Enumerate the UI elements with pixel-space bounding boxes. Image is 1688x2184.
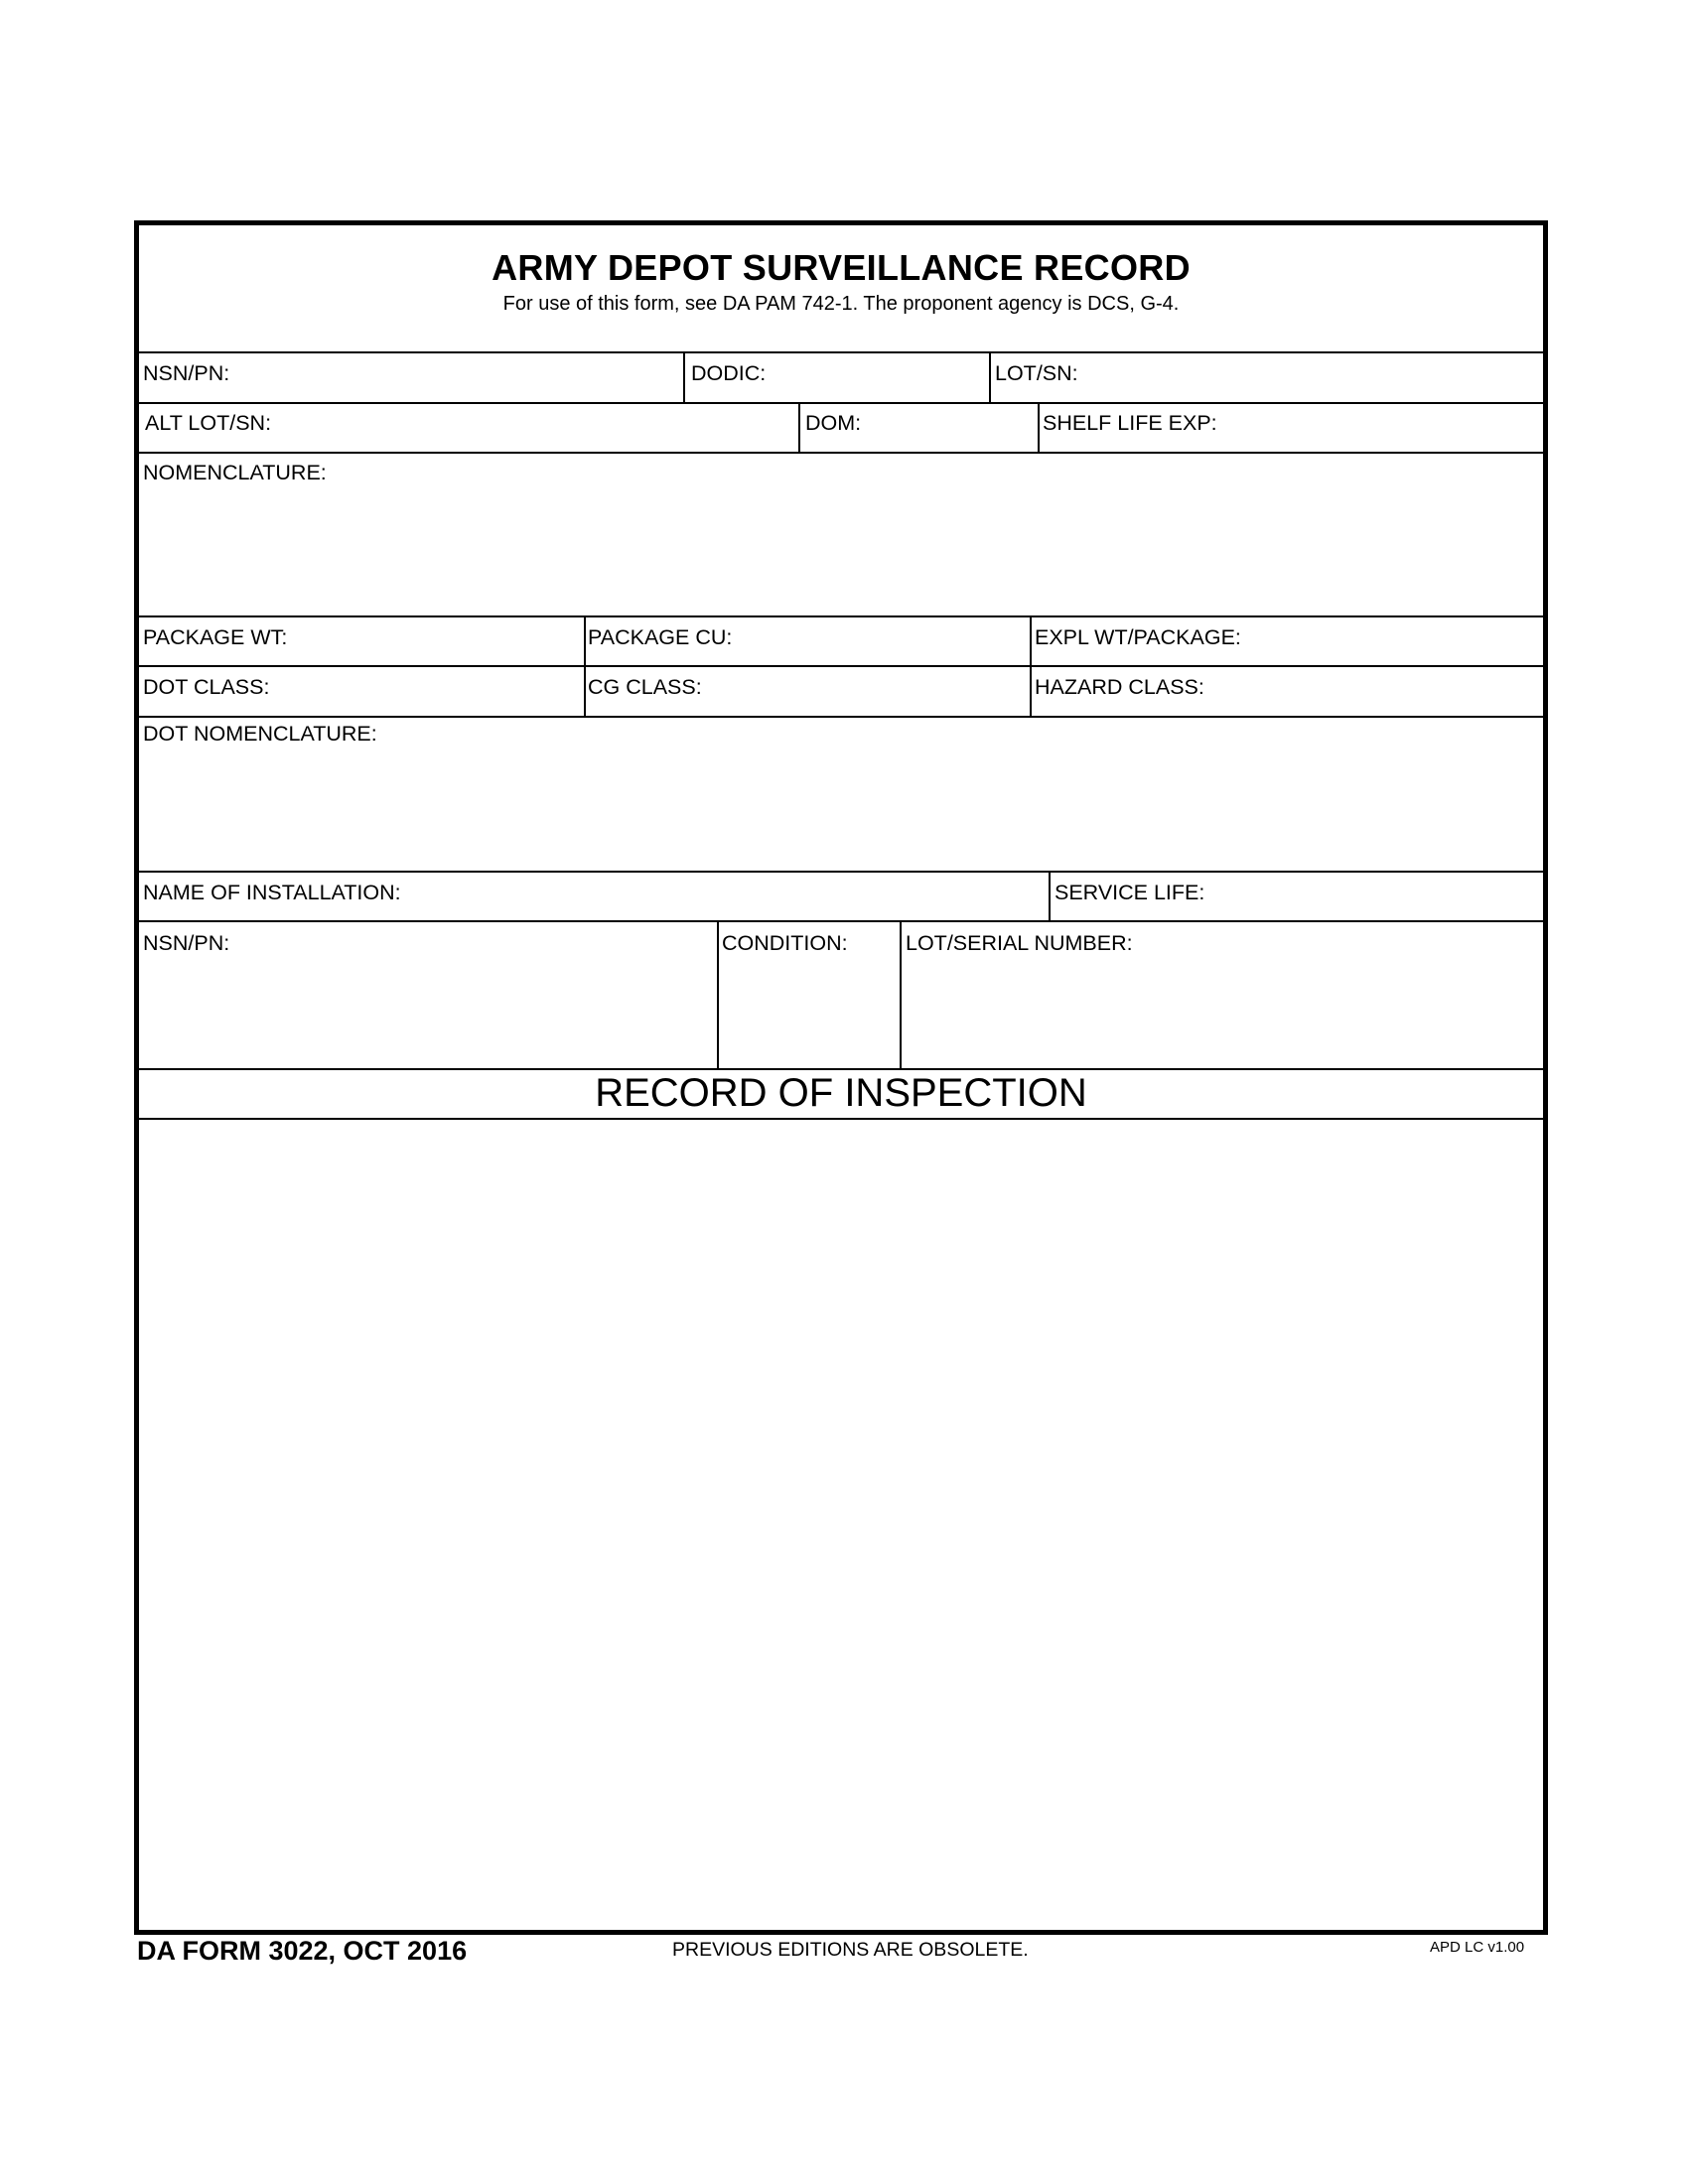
divider — [1049, 873, 1051, 920]
divider — [139, 615, 1543, 617]
divider — [798, 404, 800, 452]
nsn-pn-field[interactable]: NSN/PN: — [143, 361, 230, 385]
divider — [900, 922, 902, 1068]
divider — [1030, 617, 1032, 716]
condition-field[interactable]: CONDITION: — [722, 931, 848, 955]
divider — [139, 351, 1543, 353]
lot-sn-field[interactable]: LOT/SN: — [995, 361, 1078, 385]
cg-class-field[interactable]: CG CLASS: — [588, 675, 702, 699]
divider — [584, 617, 586, 716]
dodic-field[interactable]: DODIC: — [691, 361, 767, 385]
name-of-installation-field[interactable]: NAME OF INSTALLATION: — [143, 881, 401, 904]
alt-lot-sn-field[interactable]: ALT LOT/SN: — [145, 411, 272, 435]
divider — [1038, 404, 1040, 452]
divider — [139, 1068, 1543, 1070]
form-subtitle: For use of this form, see DA PAM 742-1. The proponent agency is DCS, G-4. — [502, 293, 1180, 315]
divider — [139, 716, 1543, 718]
divider — [139, 1118, 1543, 1120]
service-life-field[interactable]: SERVICE LIFE: — [1055, 881, 1205, 904]
dom-field[interactable]: DOM: — [805, 411, 862, 435]
inspection-record-area[interactable] — [139, 1121, 1543, 1930]
divider — [139, 920, 1543, 922]
divider — [139, 452, 1543, 454]
form-title: ARMY DEPOT SURVEILLANCE RECORD — [492, 247, 1191, 288]
lot-serial-number-field[interactable]: LOT/SERIAL NUMBER: — [906, 931, 1133, 955]
divider — [139, 402, 1543, 404]
divider — [139, 871, 1543, 873]
record-of-inspection-heading: RECORD OF INSPECTION — [595, 1071, 1087, 1115]
shelf-life-exp-field[interactable]: SHELF LIFE EXP: — [1043, 411, 1217, 435]
divider — [139, 665, 1543, 667]
hazard-class-field[interactable]: HAZARD CLASS: — [1035, 675, 1204, 699]
dot-nomenclature-field[interactable]: DOT NOMENCLATURE: — [143, 722, 377, 746]
surveillance-record-form — [134, 220, 1548, 1935]
divider — [717, 922, 719, 1068]
dot-class-field[interactable]: DOT CLASS: — [143, 675, 270, 699]
nsn-pn-2-field[interactable]: NSN/PN: — [143, 931, 230, 955]
previous-editions-note: PREVIOUS EDITIONS ARE OBSOLETE. — [672, 1939, 1029, 1961]
apd-version: APD LC v1.00 — [1430, 1939, 1525, 1956]
package-cu-field[interactable]: PACKAGE CU: — [588, 625, 733, 649]
nomenclature-field[interactable]: NOMENCLATURE: — [143, 461, 327, 484]
form-number: DA FORM 3022, OCT 2016 — [137, 1936, 468, 1966]
expl-wt-package-field[interactable]: EXPL WT/PACKAGE: — [1035, 625, 1241, 649]
divider — [683, 353, 685, 402]
package-wt-field[interactable]: PACKAGE WT: — [143, 625, 288, 649]
divider — [989, 353, 991, 402]
